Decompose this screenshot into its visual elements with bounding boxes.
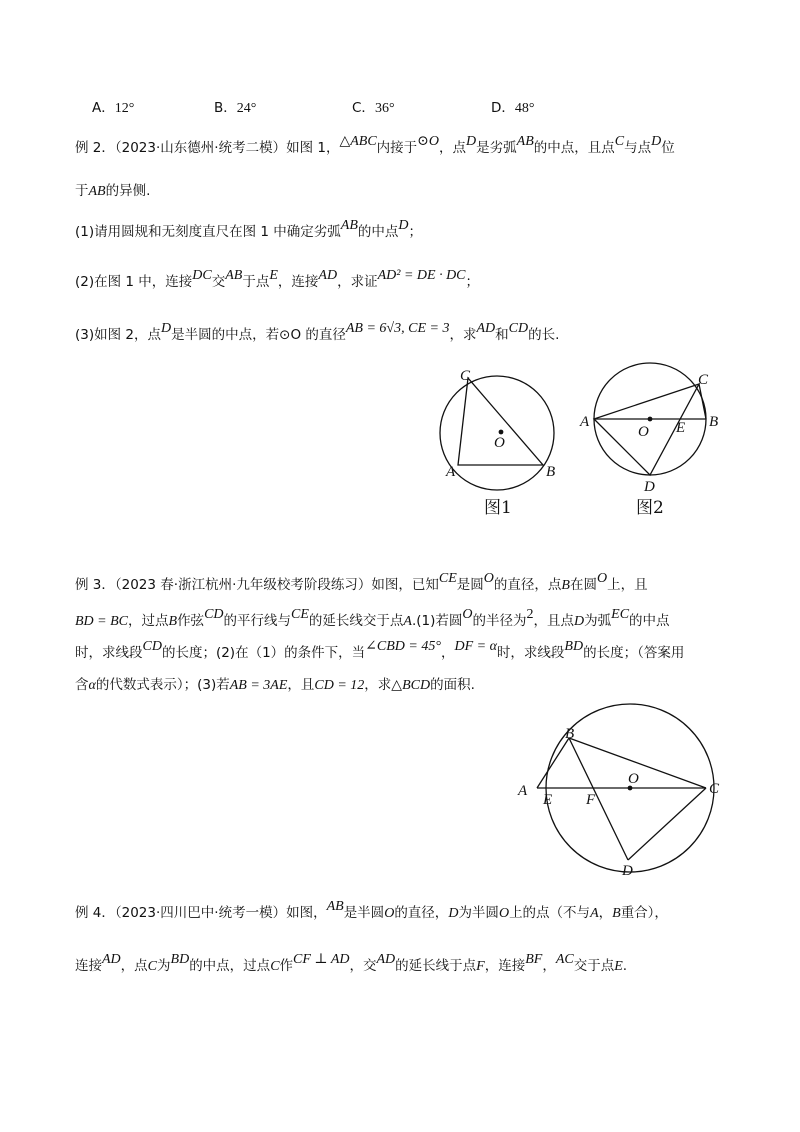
fig1-label-c: C	[460, 368, 471, 384]
fig3-label-d: D	[622, 863, 633, 879]
option-c-value: 36°	[374, 101, 395, 116]
fig2-center-dot	[648, 417, 653, 422]
option-a: A．12°	[92, 100, 135, 116]
fig3-label-c: C	[709, 781, 720, 797]
fig2-label-o: O	[638, 424, 649, 440]
fig2-label-c: C	[698, 372, 709, 388]
fig2-label-d: D	[644, 479, 655, 495]
ex3-line4: 含α的代数式表示）；(3)若AB = 3AE，且CD = 12，求△BCD的面积.	[75, 677, 475, 693]
fig1-label-o: O	[494, 435, 505, 451]
ex4-line2: 连接AD，点C为BD的中点，过点C作CF ⊥ AD，交AD的延长线于点F，连接BF，AC交于点E.	[75, 952, 628, 974]
option-b: B．24°	[214, 100, 257, 116]
fig1-caption: 图1	[484, 498, 512, 518]
fig2-chord-cb	[699, 384, 706, 419]
ex2-question1: (1)请用圆规和无刻度直尺在图 1 中确定劣弧AB的中点D；	[75, 218, 423, 240]
figure-1	[440, 360, 570, 520]
figure-3	[510, 720, 730, 880]
fig1-triangle	[458, 378, 543, 465]
ex3-line3: 时，求线段CD的长度；(2)在（1）的条件下，当∠CBD = 45°，DF = α时，求线段BD的长度；（答案用	[75, 639, 685, 661]
fig2-label-e: E	[676, 420, 686, 436]
ex3-line2: BD = BC，过点B作弦CD的平行线与CE的延长线交于点A.(1)若圆O的半径为2，且点D为弧EC的中点	[75, 607, 670, 629]
option-c: C．36°	[352, 100, 395, 116]
option-d: D．48°	[491, 100, 535, 116]
fig1-label-b: B	[546, 464, 556, 480]
figure-2	[578, 360, 728, 520]
ex2-line1: 例 2．（2023·山东德州·统考二模）如图 1，△ABC内接于⊙O，点D是劣弧AB的中点，且点C与点D位	[75, 134, 675, 156]
fig3-label-o: O	[628, 771, 639, 787]
fig3-label-a: A	[518, 783, 528, 799]
fig3-line-cd	[628, 788, 706, 860]
fig3-line-ab	[537, 738, 569, 788]
ex4-line1: 例 4．（2023·四川巴中·统考一模）如图，AB是半圆O的直径，D为半圆O上的点（不与A，B重合），	[75, 899, 668, 921]
fig2-caption: 图2	[636, 498, 664, 518]
fig1-center-dot	[499, 430, 504, 435]
fig2-label-a: A	[580, 414, 590, 430]
fig3-label-b: B	[565, 726, 575, 742]
fig3-label-f: F	[586, 792, 596, 808]
option-b-value: 24°	[236, 101, 257, 116]
ex3-line1: 例 3．（2023 春·浙江杭州·九年级校考阶段练习）如图，已知CE是圆O的直径，点B在圆O上，且	[75, 571, 648, 593]
option-a-value: 12°	[114, 101, 135, 116]
fig3-label-e: E	[543, 792, 553, 808]
option-d-value: 48°	[514, 101, 535, 116]
fig1-label-a: A	[446, 464, 456, 480]
ex2-question3: (3)如图 2，点D是半圆的中点，若⊙O 的直径AB = 6√3, CE = 3，求AD和CD的长.	[75, 321, 560, 343]
fig1-circle	[440, 376, 554, 490]
ex2-line2: 于AB的异侧.	[75, 183, 151, 199]
fig2-label-b: B	[709, 414, 719, 430]
ex2-question2: (2)在图 1 中，连接DC交AB于点E，连接AD，求证AD² = DE · DC；	[75, 268, 480, 290]
